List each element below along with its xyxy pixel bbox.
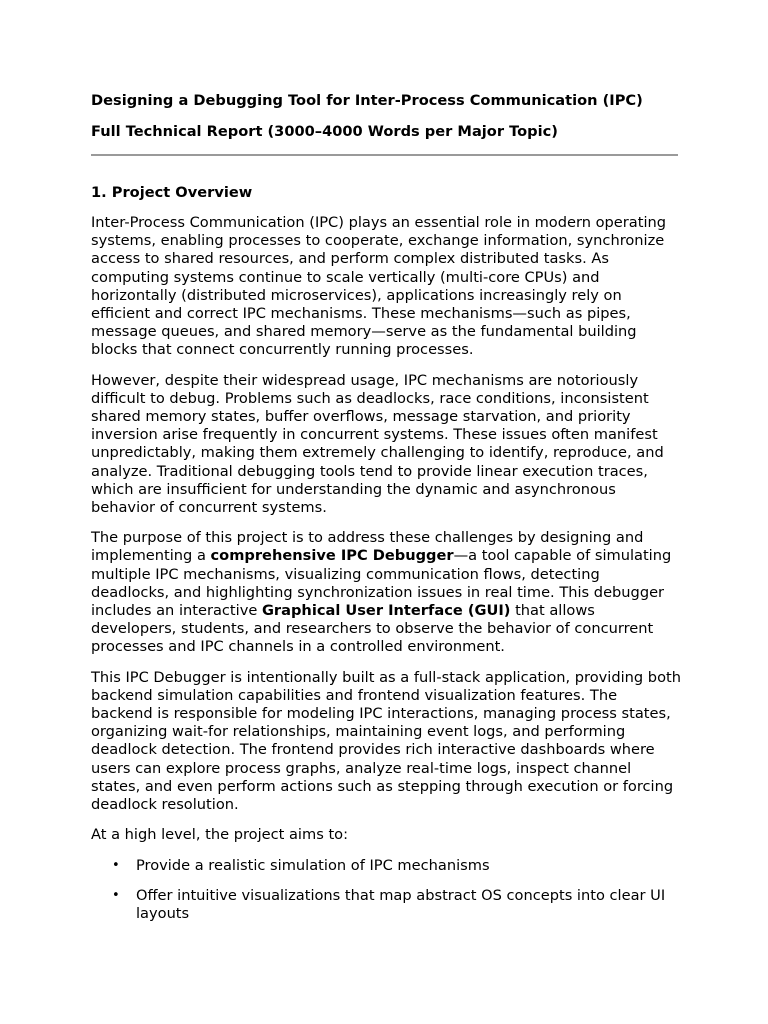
list-item-text: Offer intuitive visualizations that map abstract OS concepts into clear UI layouts: [136, 886, 666, 922]
paragraph-3: [91, 529, 681, 656]
paragraph-3-bold-gui: Graphical User Interface (GUI): [261, 602, 511, 620]
list-item: [91, 887, 681, 923]
bullet-icon: •: [112, 887, 120, 903]
list-item: [91, 857, 681, 875]
document-subtitle: Full Technical Report (3000–4000 Words per Major Topic): [91, 123, 558, 140]
document-title: Designing a Debugging Tool for Inter-Process Communication (IPC): [91, 92, 643, 109]
section-heading-project-overview: 1. Project Overview: [91, 184, 253, 201]
paragraph-3-bold-debugger: comprehensive IPC Debugger: [210, 547, 454, 565]
paragraph-4: This IPC Debugger is intentionally built as a full-stack application, providing both backend simulation capabilities and frontend visualization features. The backend is responsible for modeling IPC interactions, managing process states, organizing wait-for relationships, maintaining event logs, and performing deadlock detection. The frontend provides rich interactive dashboards where users can explore process graphs, analyze real-time logs, inspect channel states, and even perform actions such as stepping through execution or forcing deadlock resolution.: [91, 668, 681, 814]
bullet-icon: •: [112, 857, 120, 873]
paragraph-3-part-c: —a tool capable of simulating multiple IPC mechanisms, visualizing communication flows, detecting deadlocks, and highlighting synchronization issues in real time. This debugger includes an interactive: [91, 547, 672, 620]
title-divider: [91, 154, 678, 156]
paragraph-3-part-d: that allows developers, students, and researchers to observe the behavior of concurrent processes and IPC channels in a controlled environment.: [91, 602, 654, 656]
paragraph-1: Inter-Process Communication (IPC) plays an essential role in modern operating systems, enabling processes to cooperate, exchange information, synchronize access to shared resources, and perform complex distributed tasks. As computing systems continue to scale vertically (multi-core CPUs) and horizontally (distributed microservices), applications increasingly rely on efficient and correct IPC mechanisms. These mechanisms—such as pipes, message queues, and shared memory—serve as the fundamental building blocks that connect concurrently running processes.: [91, 214, 667, 359]
paragraph-5: At a high level, the project aims to:: [91, 826, 349, 844]
paragraph-2: However, despite their widespread usage, IPC mechanisms are notoriously difficult to debug. Problems such as deadlocks, race conditions, inconsistent shared memory states, buffer overflows, message starvation, and priority inversion arise frequently in concurrent systems. These issues often manifest unpredictably, making them extremely challenging to identify, reproduce, and analyze. Traditional debugging tools tend to provide linear execution traces, which are insufficient for understanding the dynamic and asynchronous behavior of concurrent systems.: [91, 371, 664, 517]
paragraph-3-part-a: The purpose of this project is to address these challenges by designing and implementing a: [91, 529, 644, 565]
list-item-text: Provide a realistic simulation of IPC mechanisms: [136, 856, 490, 874]
document-content: [91, 92, 681, 935]
aims-list: [91, 857, 681, 924]
